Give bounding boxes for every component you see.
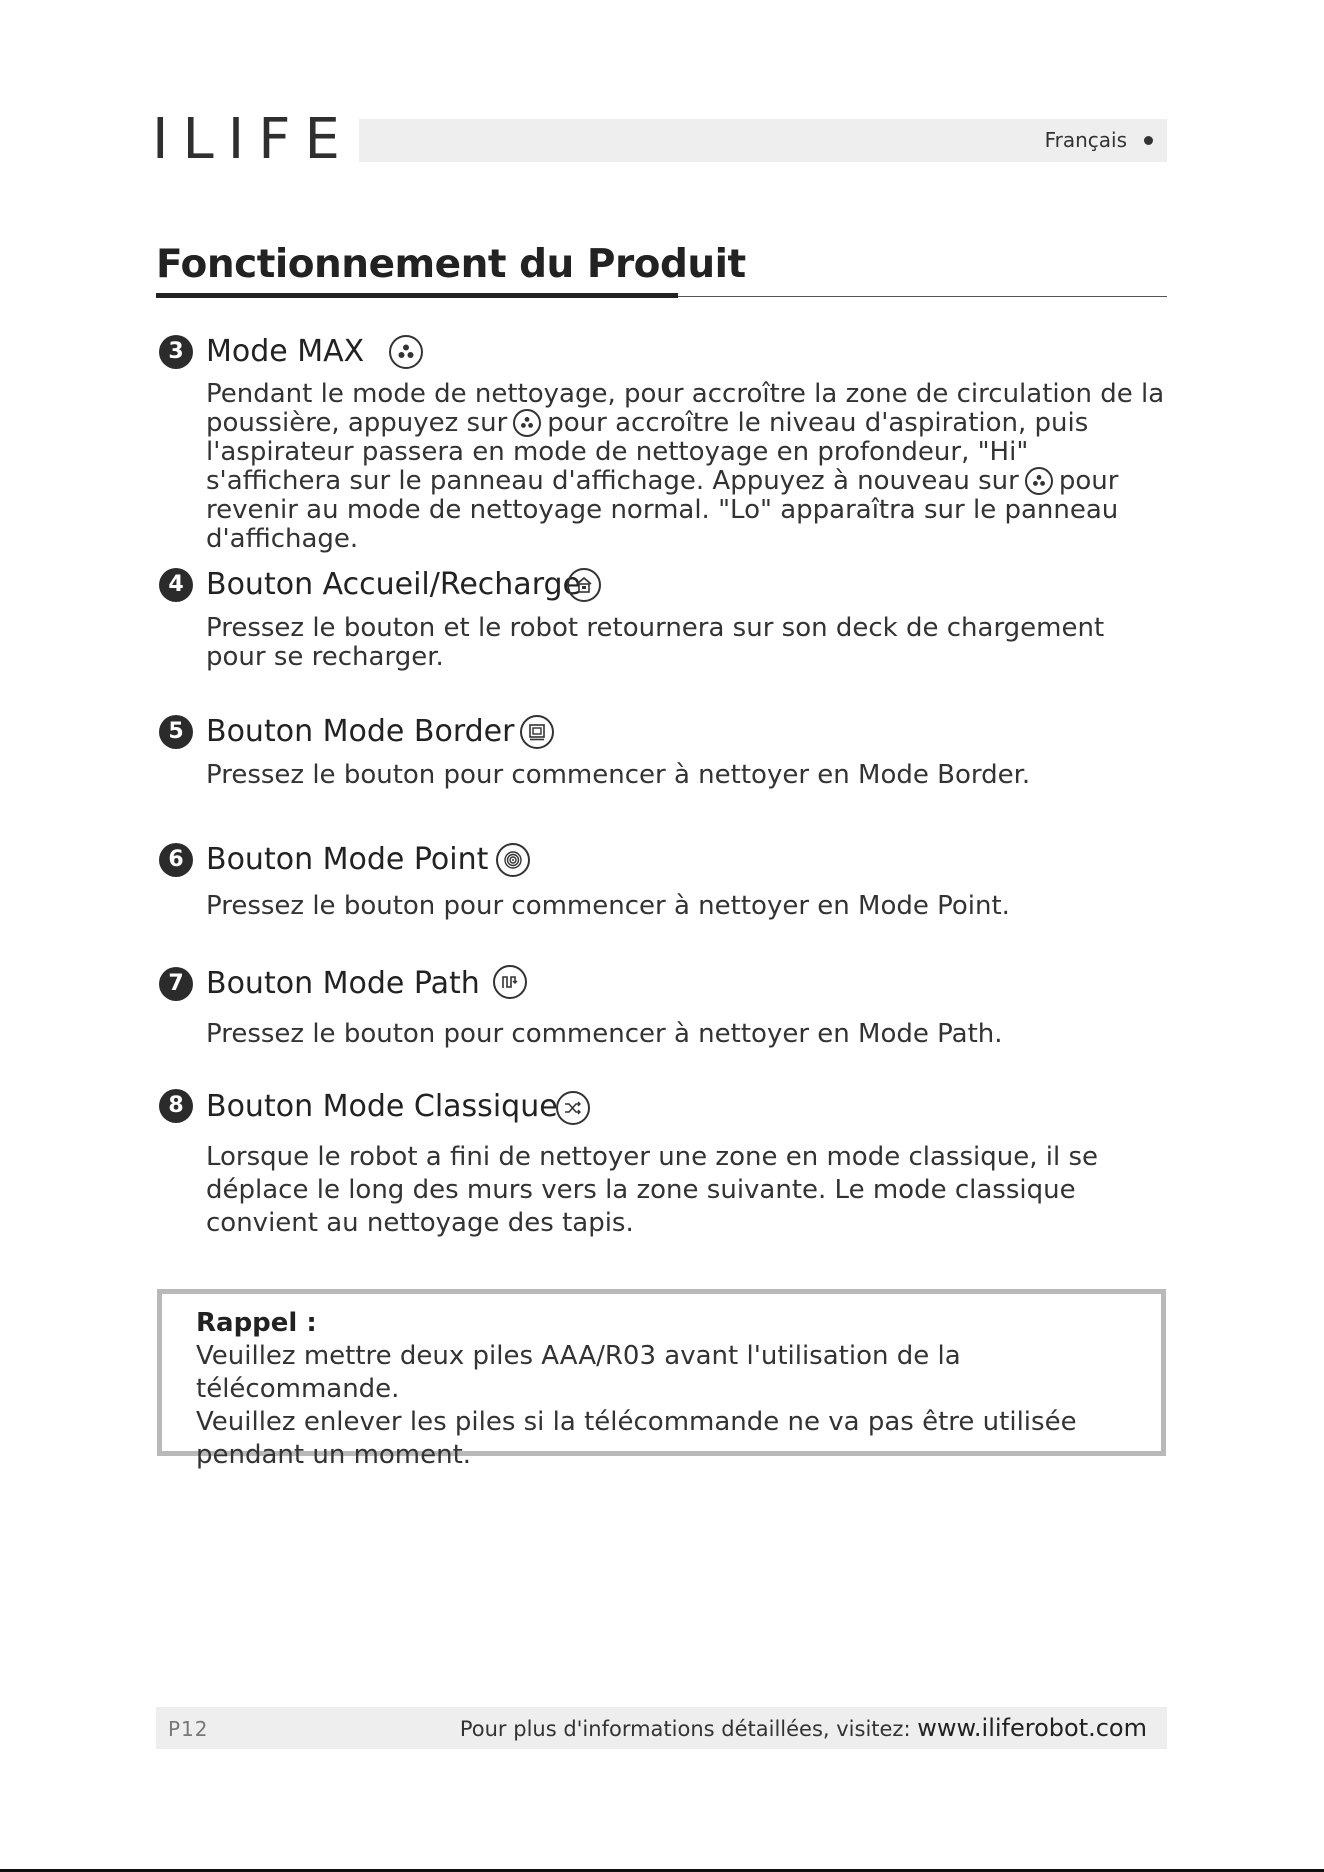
step-number-3: 3: [159, 335, 193, 369]
reminder-text: [196, 1340, 1146, 1472]
language-bar: [359, 119, 1167, 162]
footer-bar: [156, 1707, 1167, 1749]
step-number-8: 8: [159, 1089, 193, 1123]
path-mode-description: Pressez le bouton pour commencer à nettoyer en Mode Path.: [206, 1019, 1003, 1049]
home-dock-icon: [567, 568, 601, 602]
border-mode-description: Pressez le bouton pour commencer à nettoyer en Mode Border.: [206, 760, 1031, 790]
border-mode-heading: Bouton Mode Border: [206, 714, 515, 749]
fan-icon: [1025, 467, 1053, 495]
fan-icon: [389, 335, 423, 369]
home-button-description: Pressez le bouton et le robot retournera sur son deck de chargement pour se recharger.: [206, 613, 1105, 672]
mode-max-text-part2: pour accroître le niveau d'aspiration, puis l'aspirateur passera en mode de nettoyage en profondeur, "Hi" s'affichera sur le panneau d'affichage. Appuyez à nouveau sur: [206, 408, 1089, 496]
step-number-5: 5: [159, 715, 193, 749]
classic-mode-description: Lorsque le robot a fini de nettoyer une zone en mode classique, il se déplace le long des murs vers la zone suivante. Le mode classique convient au nettoyage des tapis.: [206, 1142, 1098, 1238]
step-number-6: 6: [159, 843, 193, 877]
page-number: P12: [168, 1717, 209, 1741]
website-link[interactable]: www.iliferobot.com: [917, 1714, 1147, 1742]
reminder-line-2: Veuillez enlever les piles si la télécommande ne va pas être utilisée pendant un moment.: [196, 1407, 1077, 1470]
page-title: Fonctionnement du Produit: [156, 242, 746, 287]
spiral-icon: [496, 843, 530, 877]
step-number-7: 7: [159, 967, 193, 1001]
bullet-dot: [1144, 136, 1153, 145]
mode-max-description: [206, 380, 1166, 554]
step-number-4: 4: [159, 568, 193, 602]
title-underline: [156, 293, 678, 298]
reminder-title: Rappel :: [196, 1308, 317, 1338]
reminder-line-1: Veuillez mettre deux piles AAA/R03 avant l'utilisation de la télécommande.: [196, 1341, 961, 1404]
brand-logo: ILIFE: [152, 107, 354, 172]
footer-label: Pour plus d'informations détaillées, visitez:: [459, 1717, 911, 1741]
home-button-heading: Bouton Accueil/Recharge: [206, 567, 581, 602]
classic-mode-heading: Bouton Mode Classique: [206, 1089, 558, 1124]
border-mode-icon: [520, 715, 554, 749]
language-label: Français: [1044, 128, 1127, 152]
footer-info: [460, 1714, 1147, 1742]
path-icon: [493, 965, 527, 999]
mode-max-text-part3: pour revenir au mode de nettoyage normal. "Lo" apparaîtra sur le panneau d'affichage.: [206, 466, 1119, 554]
point-mode-heading: Bouton Mode Point: [206, 842, 489, 877]
mode-max-text-part1: Pendant le mode de nettoyage, pour accroître la zone de circulation de la poussière, appuyez sur: [206, 379, 1165, 438]
fan-icon: [513, 409, 541, 437]
point-mode-description: Pressez le bouton pour commencer à nettoyer en Mode Point.: [206, 891, 1010, 921]
shuffle-icon: [556, 1091, 590, 1125]
mode-max-heading: Mode MAX: [206, 334, 365, 369]
path-mode-heading: Bouton Mode Path: [206, 966, 480, 1001]
